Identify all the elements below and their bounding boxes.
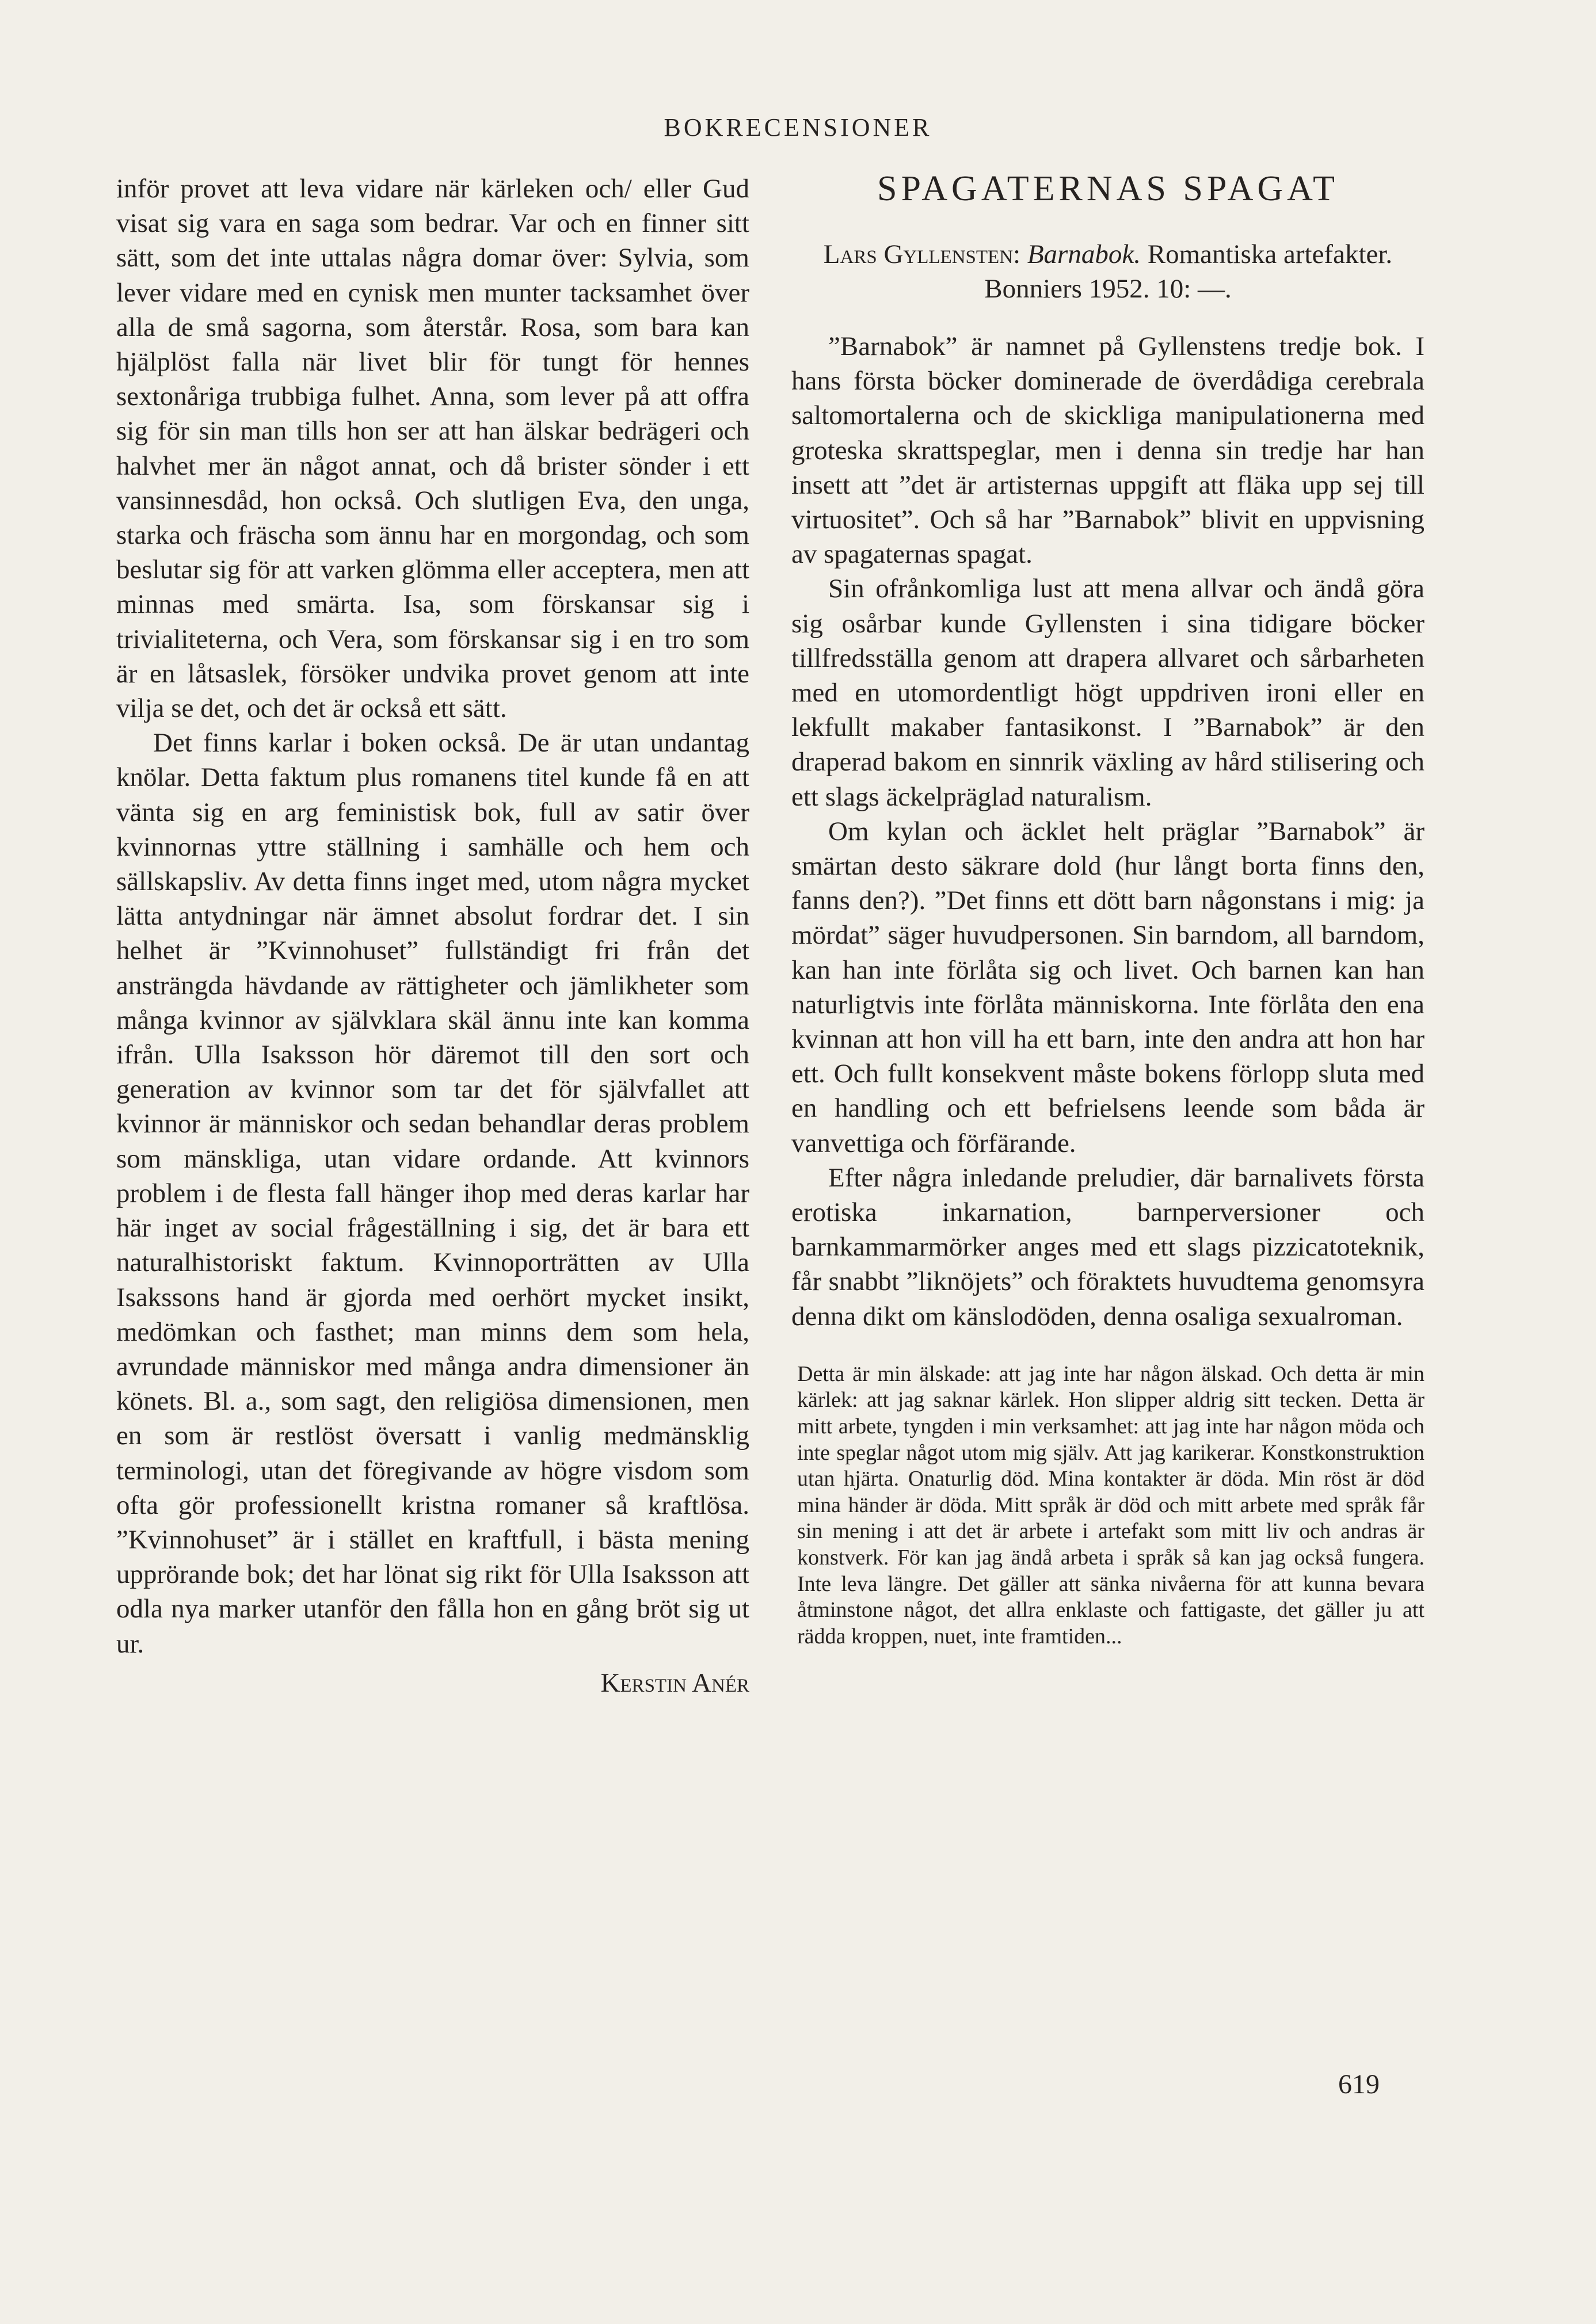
bibliography-entry [791,237,1424,306]
right-paragraph-2: Sin ofrånkomliga lust att mena allvar och ändå göra sig osårbar kunde Gyllensten i sina tidigare böcker tillfredsställa genom att drapera allvaret och sårbarheten med en utomordentligt högt uppdriven ironi eller en lekfullt makaber fantasikonst. I ”Barnabok” är den draperad bakom en sinnrik växling av hård stilisering och ett slags äckelpräglad naturalism. [791,574,1424,812]
left-paragraph-2: Det finns karlar i boken också. De är utan undantag knölar. Detta faktum plus romanens titel kunde få en att vänta sig en arg feministisk bok, full av satir över kvinnornas yttre ställning i samhälle och hem och sällskapsliv. Av detta finns inget med, utom några mycket lätta antydningar när ämnet absolut fordrar det. I sin helhet är ”Kvinnohuset” fullständigt fri från det ansträngda hävdande av rättigheter och jämlikheter som många kvinnor av självklara skäl ännu inte kan komma ifrån. Ulla Isaksson hör däremot till den sort och generation av kvinnor som tar det för självfallet att kvinnor är människor och sedan behandlar deras problem som mänskliga, utan vidare ordande. Att kvinnors problem i de flesta fall hänger ihop med deras karlar har här inget av social frågeställning i sig, det är bara ett naturalhistoriskt faktum. Kvinnoporträtten av Ulla Isakssons hand är gjorda med oerhört mycket insikt, medömkan och fasthet; man minns dem som hela, avrundade människor med många andra dimensioner än könets. Bl. a., som sagt, den religiösa dimensionen, men en som är restlöst översatt i vanlig medmänsklig terminologi, utan det föregivande av högre visdom som ofta gör professionellt kristna romaner så kraftlösa. ”Kvinnohuset” är i stället en kraftfull, i bästa mening upprörande bok; det har lönat sig rikt för Ulla Isaksson att odla nya marker utanför den fålla hon en gång bröt sig ut ur. [116,728,749,1659]
right-column [791,168,1424,1650]
bibliography-separator: : [1013,239,1021,269]
left-column [116,171,749,1700]
running-head: BOKRECENSIONER [664,113,932,142]
left-paragraph-1: inför provet att leva vidare när kärleken och/ eller Gud visat sig vara en saga som bedrar. Var och en finner sitt sätt, som det inte uttalas några domar över: Sylvia, som lever vidare med en cynisk men munter tacksamhet över alla de små sagorna, som återstår. Rosa, som bara kan hjälplöst falla när livet blir för tungt för hennes sextonåriga trubbiga fulhet. Anna, som lever på att offra sig för sin man tills hon ser att han älskar bedrägeri och halvhet mer än något annat, och då brister sönder i ett vansinnesdåd, hon också. Och slutligen Eva, den unga, starka och fräscha som ännu har en morgondag, och som beslutar sig för att varken glömma eller acceptera, men att minnas med smärta. Isa, som förskansar sig i trivialiteterna, och Vera, som förskansar sig i en tro som är en låtsaslek, försöker undvika provet genom att inte vilja se det, och det är också ett sätt. [116,174,749,724]
right-paragraph-3: Om kylan och äcklet helt präglar ”Barnabok” är smärtan desto säkrare dold (hur långt borta finns den, fanns den?). ”Det finns ett dött barn någonstans i mig: ja mördat” säger huvudpersonen. Sin barndom, all barndom, kan han inte förlåta sig och livet. Och barnen kan han naturligtvis inte förlåta människorna. Inte förlåta den ena kvinnan att hon vill ha ett barn, inte den andra att hon har ett. Och fullt konsekvent måste bokens förlopp sluta med en handling och ett befrielsens leende som båda är vanvettiga och förfärande. [791,816,1424,1158]
page-number: 619 [1338,2069,1380,2100]
review-title: SPAGATERNAS SPAGAT [877,169,1339,208]
book-details: Romantiska artefakter. Bonniers 1952. 10: —. [984,239,1393,304]
block-quote: Detta är min älskade: att jag inte har någon älskad. Och detta är min kärlek: att jag saknar kärlek. Hon slipper aldrig sitt tecken. Detta är mitt arbete, tyngden i min verksamhet: att jag inte har någon möda och inte speglar något utom mig själv. Att jag karikerar. Konstkonstruktion utan hjärta. Onaturlig död. Mina kontakter är döda. Min röst är död mina händer är döda. Mitt språk är död och mitt arbete med språk får sin mening i att det är arbete i artefakt som mitt liv och andras är konstverk. För kan jag ändå arbeta i språk så kan jag också fungera. Inte leva längre. Det gäller att sänka nivåerna för att kunna bevara åtminstone något, det allra enklaste och fattigaste, det gäller ju att rädda kroppen, nuet, inte framtiden... [797,1361,1424,1648]
right-paragraph-4: Efter några inledande preludier, där barnalivets första erotiska inkarnation, barnperversioner och barnkammarmörker anges med ett slags pizzicatoteknik, får snabbt ”liknöjets” och föraktets huvudtema genomsyra denna dikt om känslodöden, denna osaliga sexualroman. [791,1162,1424,1331]
book-author: Lars Gyllensten [823,239,1014,269]
reviewer-signature: Kerstin Anér [600,1667,749,1698]
right-paragraph-1: ”Barnabok” är namnet på Gyllenstens tredje bok. I hans första böcker dominerade de överdådiga cerebrala saltomortalerna och de skickliga manipulationerna med groteska skrattspeglar, men i denna sin tredje har han insett att ”det är artisternas uppgift att fläka upp sej till virtuositet”. Och så har ”Barnabok” blivit en uppvisning av spagaternas spagat. [791,331,1424,570]
book-title: Barnabok. [1027,239,1141,269]
